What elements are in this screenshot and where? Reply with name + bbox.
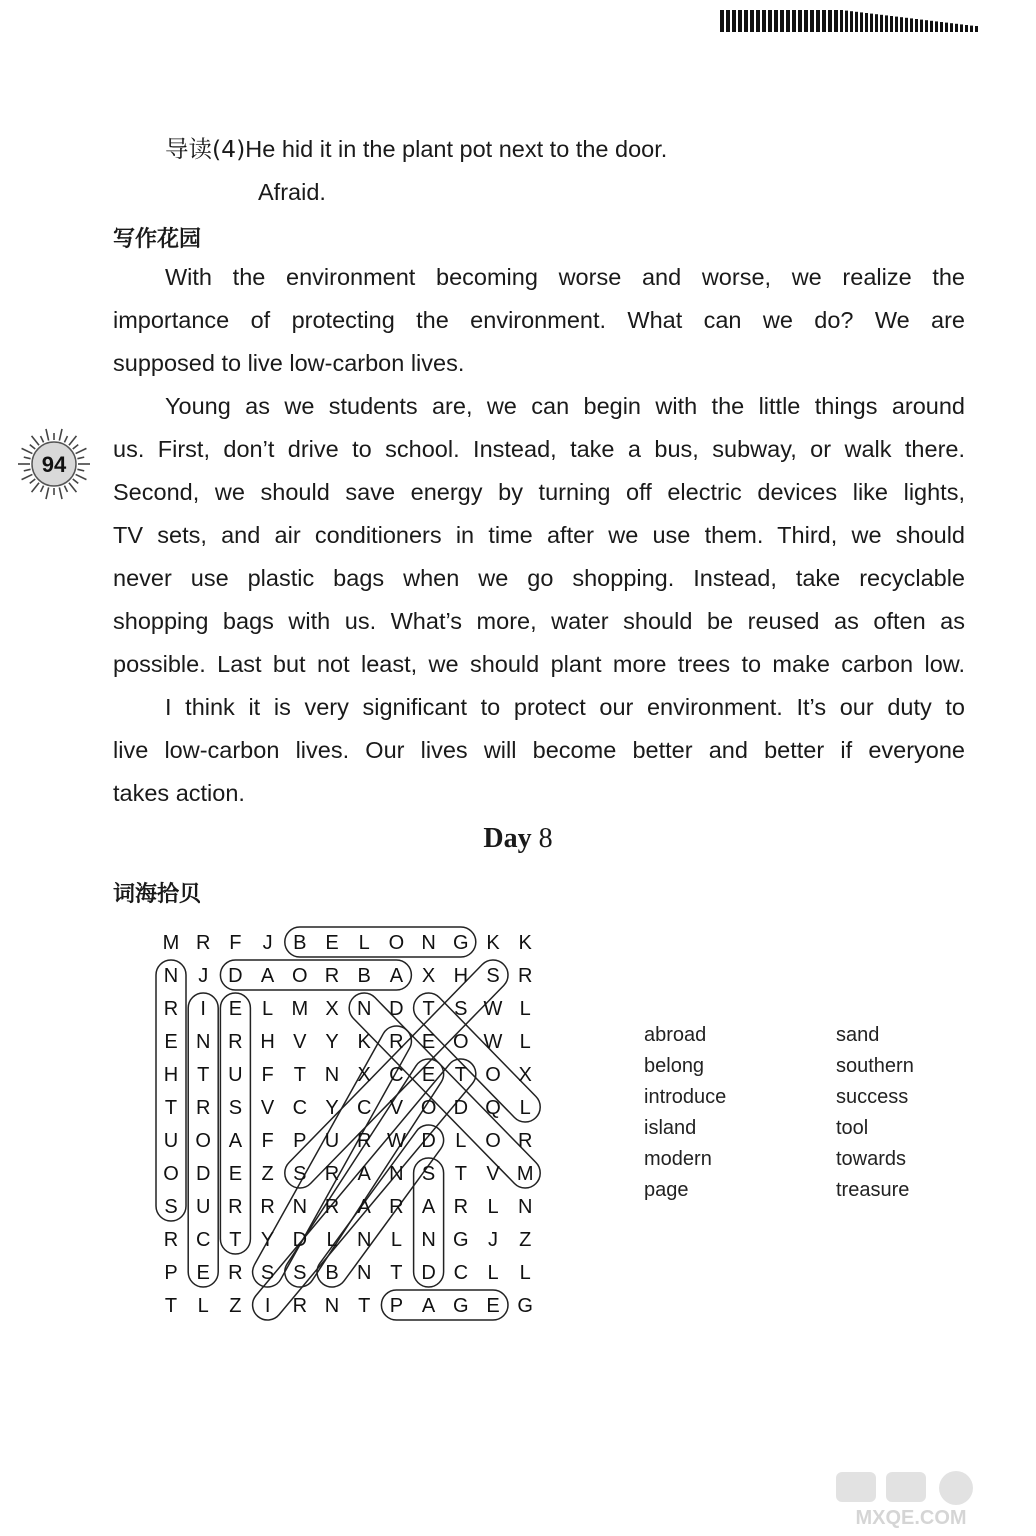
grid-letter: A [357, 1163, 371, 1185]
grid-letter: N [292, 1196, 308, 1218]
header-stripe [780, 10, 784, 32]
grid-letter: N [324, 1295, 340, 1317]
grid-letter: R [228, 1262, 243, 1284]
header-stripe [900, 17, 903, 32]
grid-letter: U [324, 1130, 340, 1152]
word-list-item: modern [644, 1148, 712, 1170]
word-list-item: treasure [836, 1179, 910, 1201]
sun-ray [64, 436, 67, 442]
grid-letter: R [324, 965, 340, 987]
grid-letter: N [163, 965, 179, 987]
word-search-grid [150, 920, 550, 1330]
grid-letter: T [358, 1295, 371, 1317]
header-stripe [855, 12, 858, 32]
grid-letter: H [163, 1064, 179, 1086]
header-stripe [762, 10, 766, 32]
grid-letter: P [293, 1130, 307, 1152]
grid-letter: O [163, 1163, 179, 1185]
grid-letter: E [421, 1031, 436, 1053]
grid-letter: K [518, 932, 532, 954]
grid-letter: R [356, 1130, 372, 1152]
essay-line: importance of protecting the environment. What can we do? We are [113, 307, 965, 333]
word-list-right [836, 1020, 914, 1206]
header-stripe [925, 20, 928, 32]
grid-letter: S [293, 1262, 307, 1284]
grid-letter: O [453, 1031, 469, 1053]
grid-letter: O [485, 1064, 501, 1086]
grid-letter: R [163, 1229, 179, 1251]
header-stripe [960, 24, 963, 32]
essay-line: us. First, don’t drive to school. Instead, take a bus, subway, or walk there. [113, 436, 965, 462]
grid-letter: A [421, 1295, 436, 1317]
sun-ray [22, 474, 33, 479]
grid-letter: P [164, 1262, 178, 1284]
grid-letter: E [164, 1031, 178, 1053]
grid-letter: I [200, 998, 206, 1020]
grid-letter: L [519, 998, 531, 1020]
sun-ray [69, 436, 76, 445]
day-number: 8 [538, 823, 553, 854]
header-stripe [970, 26, 973, 32]
grid-letter: F [261, 1130, 274, 1152]
grid-letter: R [195, 1097, 211, 1119]
grid-letter: E [325, 932, 339, 954]
grid-letter: E [228, 1163, 243, 1185]
grid-letter: S [260, 1262, 275, 1284]
grid-letter: J [198, 965, 209, 987]
found-word-loop [246, 1053, 481, 1326]
header-stripe [875, 14, 878, 32]
grid-letter: T [390, 1262, 403, 1284]
grid-letter: L [487, 1262, 499, 1284]
grid-letter: Z [261, 1163, 274, 1185]
grid-letter: K [357, 1031, 371, 1053]
grid-letter: D [421, 1262, 436, 1284]
word-list-item: sand [836, 1024, 880, 1046]
essay-line: possible. Last but not least, we should plant more trees to make carbon low. [113, 651, 965, 677]
sun-ray [76, 448, 87, 453]
header-stripe [955, 24, 958, 32]
page-number: 94 [41, 452, 67, 477]
grid-letter: D [453, 1097, 469, 1119]
sun-ray [32, 483, 39, 492]
grid-letter: Z [519, 1229, 532, 1251]
header-stripe [935, 21, 938, 32]
grid-letter: W [386, 1130, 406, 1152]
header-stripe [950, 23, 953, 32]
header-stripe [786, 10, 790, 32]
header-stripe [840, 10, 843, 32]
header-stripe [726, 10, 730, 32]
grid-letter: D [389, 998, 404, 1020]
sun-ray [46, 429, 49, 441]
grid-letter: S [454, 998, 468, 1020]
grid-letter: N [356, 1262, 372, 1284]
header-stripe [834, 10, 838, 32]
grid-letter: Y [325, 1097, 339, 1119]
day-word: Day [483, 823, 532, 854]
essay-line: Young as we students are, we can begin with the little things around [165, 393, 965, 419]
page-number-badge [14, 424, 94, 504]
grid-letter: T [164, 1097, 178, 1119]
grid-letter: L [358, 932, 370, 954]
header-stripe-bar [718, 8, 1008, 36]
header-stripe [756, 10, 760, 32]
grid-letter: J [488, 1229, 498, 1251]
header-stripe [965, 25, 968, 32]
reading-label: 导读(4) [165, 135, 246, 163]
essay-line: supposed to live low-carbon lives. [113, 350, 465, 376]
grid-letter: T [164, 1295, 178, 1317]
sun-badge-icon [14, 424, 94, 504]
grid-letter: X [518, 1064, 532, 1086]
grid-letter: R [324, 1196, 340, 1218]
essay-line: live low-carbon lives. Our lives will become better and better if everyone [113, 737, 965, 763]
grid-letter: R [163, 998, 179, 1020]
grid-letter: N [356, 998, 372, 1020]
essay-line: I think it is very significant to protect our environment. It’s our duty to [165, 694, 965, 720]
grid-letter: V [486, 1163, 500, 1185]
header-stripe [720, 10, 724, 32]
grid-letter: E [196, 1262, 210, 1284]
sun-ray [76, 474, 87, 479]
grid-letter: O [388, 932, 405, 954]
grid-letter: O [292, 965, 308, 987]
header-stripe [930, 21, 933, 32]
grid-letter: Q [485, 1097, 501, 1119]
header-stripe [804, 10, 808, 32]
grid-letter: O [195, 1130, 211, 1152]
grid-letter: K [486, 932, 500, 954]
header-stripe [816, 10, 820, 32]
sun-ray [64, 486, 67, 492]
header-stripe [792, 10, 796, 32]
grid-letter: G [453, 1295, 469, 1317]
grid-letter: X [357, 1064, 371, 1086]
header-stripe [910, 18, 913, 32]
grid-letter: N [517, 1196, 533, 1218]
grid-letter: M [516, 1163, 534, 1185]
grid-letter: L [519, 1097, 531, 1119]
grid-letter: B [357, 965, 371, 987]
grid-letter: R [228, 1031, 243, 1053]
header-stripe [890, 16, 893, 32]
watermark-text: MXQE.COM [855, 1507, 967, 1529]
sun-ray [41, 486, 44, 492]
word-list-left [644, 1020, 726, 1206]
grid-letter: V [293, 1031, 307, 1053]
grid-letter: N [421, 1229, 436, 1251]
word-list-item: abroad [644, 1024, 707, 1046]
watermark-logo [816, 1470, 1006, 1530]
grid-letter: D [228, 965, 243, 987]
grid-letter: H [260, 1031, 275, 1053]
grid-letter: G [453, 1229, 469, 1251]
grid-letter: T [197, 1064, 210, 1086]
grid-letter: J [262, 932, 273, 954]
grid-letter: A [421, 1196, 436, 1218]
grid-letter: V [389, 1097, 404, 1119]
grid-letter: I [264, 1295, 271, 1317]
grid-letter: C [356, 1097, 372, 1119]
grid-letter: S [486, 965, 500, 987]
header-stripe [810, 10, 814, 32]
grid-letter: V [260, 1097, 275, 1119]
grid-letter: R [324, 1163, 340, 1185]
word-list-item: page [644, 1179, 689, 1201]
header-stripe [860, 12, 863, 32]
grid-letter: C [389, 1064, 404, 1086]
essay-line: Second, we should save energy by turning off electric devices like lights, [113, 479, 965, 505]
grid-letter: N [356, 1229, 372, 1251]
grid-letter: S [164, 1196, 178, 1218]
grid-letter: R [228, 1196, 243, 1218]
sun-ray [22, 448, 33, 453]
writing-heading: 写作花园 [113, 227, 202, 252]
sun-ray [41, 436, 44, 442]
grid-letter: F [229, 932, 242, 954]
header-stripe [822, 10, 826, 32]
grid-letter: E [421, 1064, 436, 1086]
grid-letter: O [420, 1097, 437, 1119]
sun-ray [24, 457, 31, 459]
grid-letter: Y [325, 1031, 339, 1053]
header-stripe [940, 22, 943, 32]
vocab-heading: 词海拾贝 [113, 882, 202, 907]
found-word-loop [285, 927, 476, 957]
found-word-loop [220, 960, 411, 990]
grid-letter: N [389, 1163, 404, 1185]
sun-ray [69, 483, 76, 492]
grid-letter: T [422, 998, 435, 1020]
sun-ray [46, 487, 49, 499]
grid-letter: X [421, 965, 436, 987]
grid-letter: Z [229, 1295, 242, 1317]
header-stripe [905, 18, 908, 32]
word-list-item: introduce [644, 1086, 727, 1108]
grid-letter: C [453, 1262, 469, 1284]
grid-letter: H [453, 965, 469, 987]
grid-letter: W [483, 1031, 503, 1053]
header-stripe [915, 19, 918, 32]
sun-ray [30, 445, 35, 449]
word-list-item: island [644, 1117, 697, 1139]
grid-letter: L [390, 1229, 402, 1251]
essay-line: never use plastic bags when we go shopping. Instead, take recyclable [113, 565, 965, 591]
grid-letter: L [197, 1295, 209, 1317]
header-stripe [738, 10, 742, 32]
grid-letter: C [195, 1229, 211, 1251]
essay-line: TV sets, and air conditioners in time after we use them. Third, we should [113, 522, 965, 548]
header-stripe [945, 23, 948, 32]
grid-letter: B [293, 932, 307, 954]
header-stripe [732, 10, 736, 32]
sun-ray [32, 436, 39, 445]
header-stripe [845, 11, 848, 32]
sun-ray [77, 469, 84, 471]
grid-letter: C [292, 1097, 308, 1119]
sun-ray [30, 479, 35, 483]
grid-letter: N [421, 932, 436, 954]
header-stripe [870, 14, 873, 32]
grid-letter: U [195, 1196, 211, 1218]
grid-letter: O [485, 1130, 501, 1152]
grid-letter: F [261, 1064, 274, 1086]
day-title [0, 823, 1036, 855]
sun-ray [59, 429, 62, 441]
grid-letter: U [228, 1064, 243, 1086]
word-list-item: belong [644, 1055, 705, 1077]
grid-letter: G [453, 932, 469, 954]
header-stripe [850, 11, 853, 32]
word-list-item: tool [836, 1117, 869, 1139]
grid-letter: S [421, 1163, 436, 1185]
essay-line: With the environment becoming worse and worse, we realize the [165, 264, 965, 290]
sun-ray [73, 479, 78, 483]
grid-letter: D [421, 1130, 436, 1152]
grid-letter: T [229, 1229, 242, 1251]
reading-answer-line1: He hid it in the plant pot next to the door. [245, 136, 668, 162]
grid-letter: P [389, 1295, 404, 1317]
grid-letter: D [292, 1229, 308, 1251]
grid-letter: S [228, 1097, 243, 1119]
word-list-item: success [836, 1086, 909, 1108]
header-stripe [920, 20, 923, 32]
header-stripe [895, 17, 898, 32]
grid-letter: W [483, 998, 503, 1020]
grid-letter: B [325, 1262, 339, 1284]
header-stripe [798, 10, 802, 32]
sun-ray [24, 469, 31, 471]
grid-letter: L [519, 1262, 531, 1284]
header-stripe [768, 10, 772, 32]
grid-letter: X [325, 998, 339, 1020]
header-stripe [750, 10, 754, 32]
grid-letter: T [454, 1064, 467, 1086]
grid-letter: L [487, 1196, 499, 1218]
sun-ray [73, 445, 78, 449]
grid-letter: R [389, 1196, 404, 1218]
grid-letter: D [195, 1163, 211, 1185]
grid-letter: A [389, 965, 404, 987]
grid-letter: L [262, 998, 274, 1020]
grid-letter: A [260, 965, 275, 987]
grid-letter: L [519, 1031, 531, 1053]
header-stripe [975, 26, 978, 32]
grid-letter: G [517, 1295, 533, 1317]
grid-letter: T [293, 1064, 306, 1086]
grid-letter: Y [260, 1229, 275, 1251]
header-stripe [744, 10, 748, 32]
reading-answer [165, 128, 985, 214]
header-stripe [880, 15, 883, 32]
grid-letter: R [195, 932, 211, 954]
grid-letter: N [324, 1064, 340, 1086]
grid-letter: R [260, 1196, 275, 1218]
grid-letter: A [357, 1196, 371, 1218]
grid-letter: R [517, 1130, 533, 1152]
grid-letter: L [455, 1130, 467, 1152]
grid-letter: A [228, 1130, 243, 1152]
writing-essay [113, 256, 965, 815]
grid-letter: S [293, 1163, 307, 1185]
grid-letter: R [453, 1196, 469, 1218]
grid-letter: R [517, 965, 533, 987]
header-stripe [885, 15, 888, 32]
essay-line: shopping bags with us. What’s more, water should be reused as often as [113, 608, 965, 634]
word-list-item: southern [836, 1055, 914, 1077]
grid-letter: M [162, 932, 180, 954]
header-stripe [865, 13, 868, 32]
grid-letter: U [163, 1130, 179, 1152]
reading-answer-line2: Afraid. [258, 179, 326, 205]
grid-letter: N [195, 1031, 211, 1053]
grid-letter: R [292, 1295, 308, 1317]
sun-ray [77, 457, 84, 459]
header-stripe [774, 10, 778, 32]
grid-letter: E [228, 998, 243, 1020]
sun-ray [59, 487, 62, 499]
grid-letter: T [454, 1163, 467, 1185]
grid-letter: R [389, 1031, 404, 1053]
grid-letter: M [291, 998, 309, 1020]
word-list-item: towards [836, 1148, 907, 1170]
grid-letter: L [326, 1229, 338, 1251]
header-stripe [828, 10, 832, 32]
grid-letter: E [486, 1295, 500, 1317]
essay-line: takes action. [113, 780, 245, 806]
